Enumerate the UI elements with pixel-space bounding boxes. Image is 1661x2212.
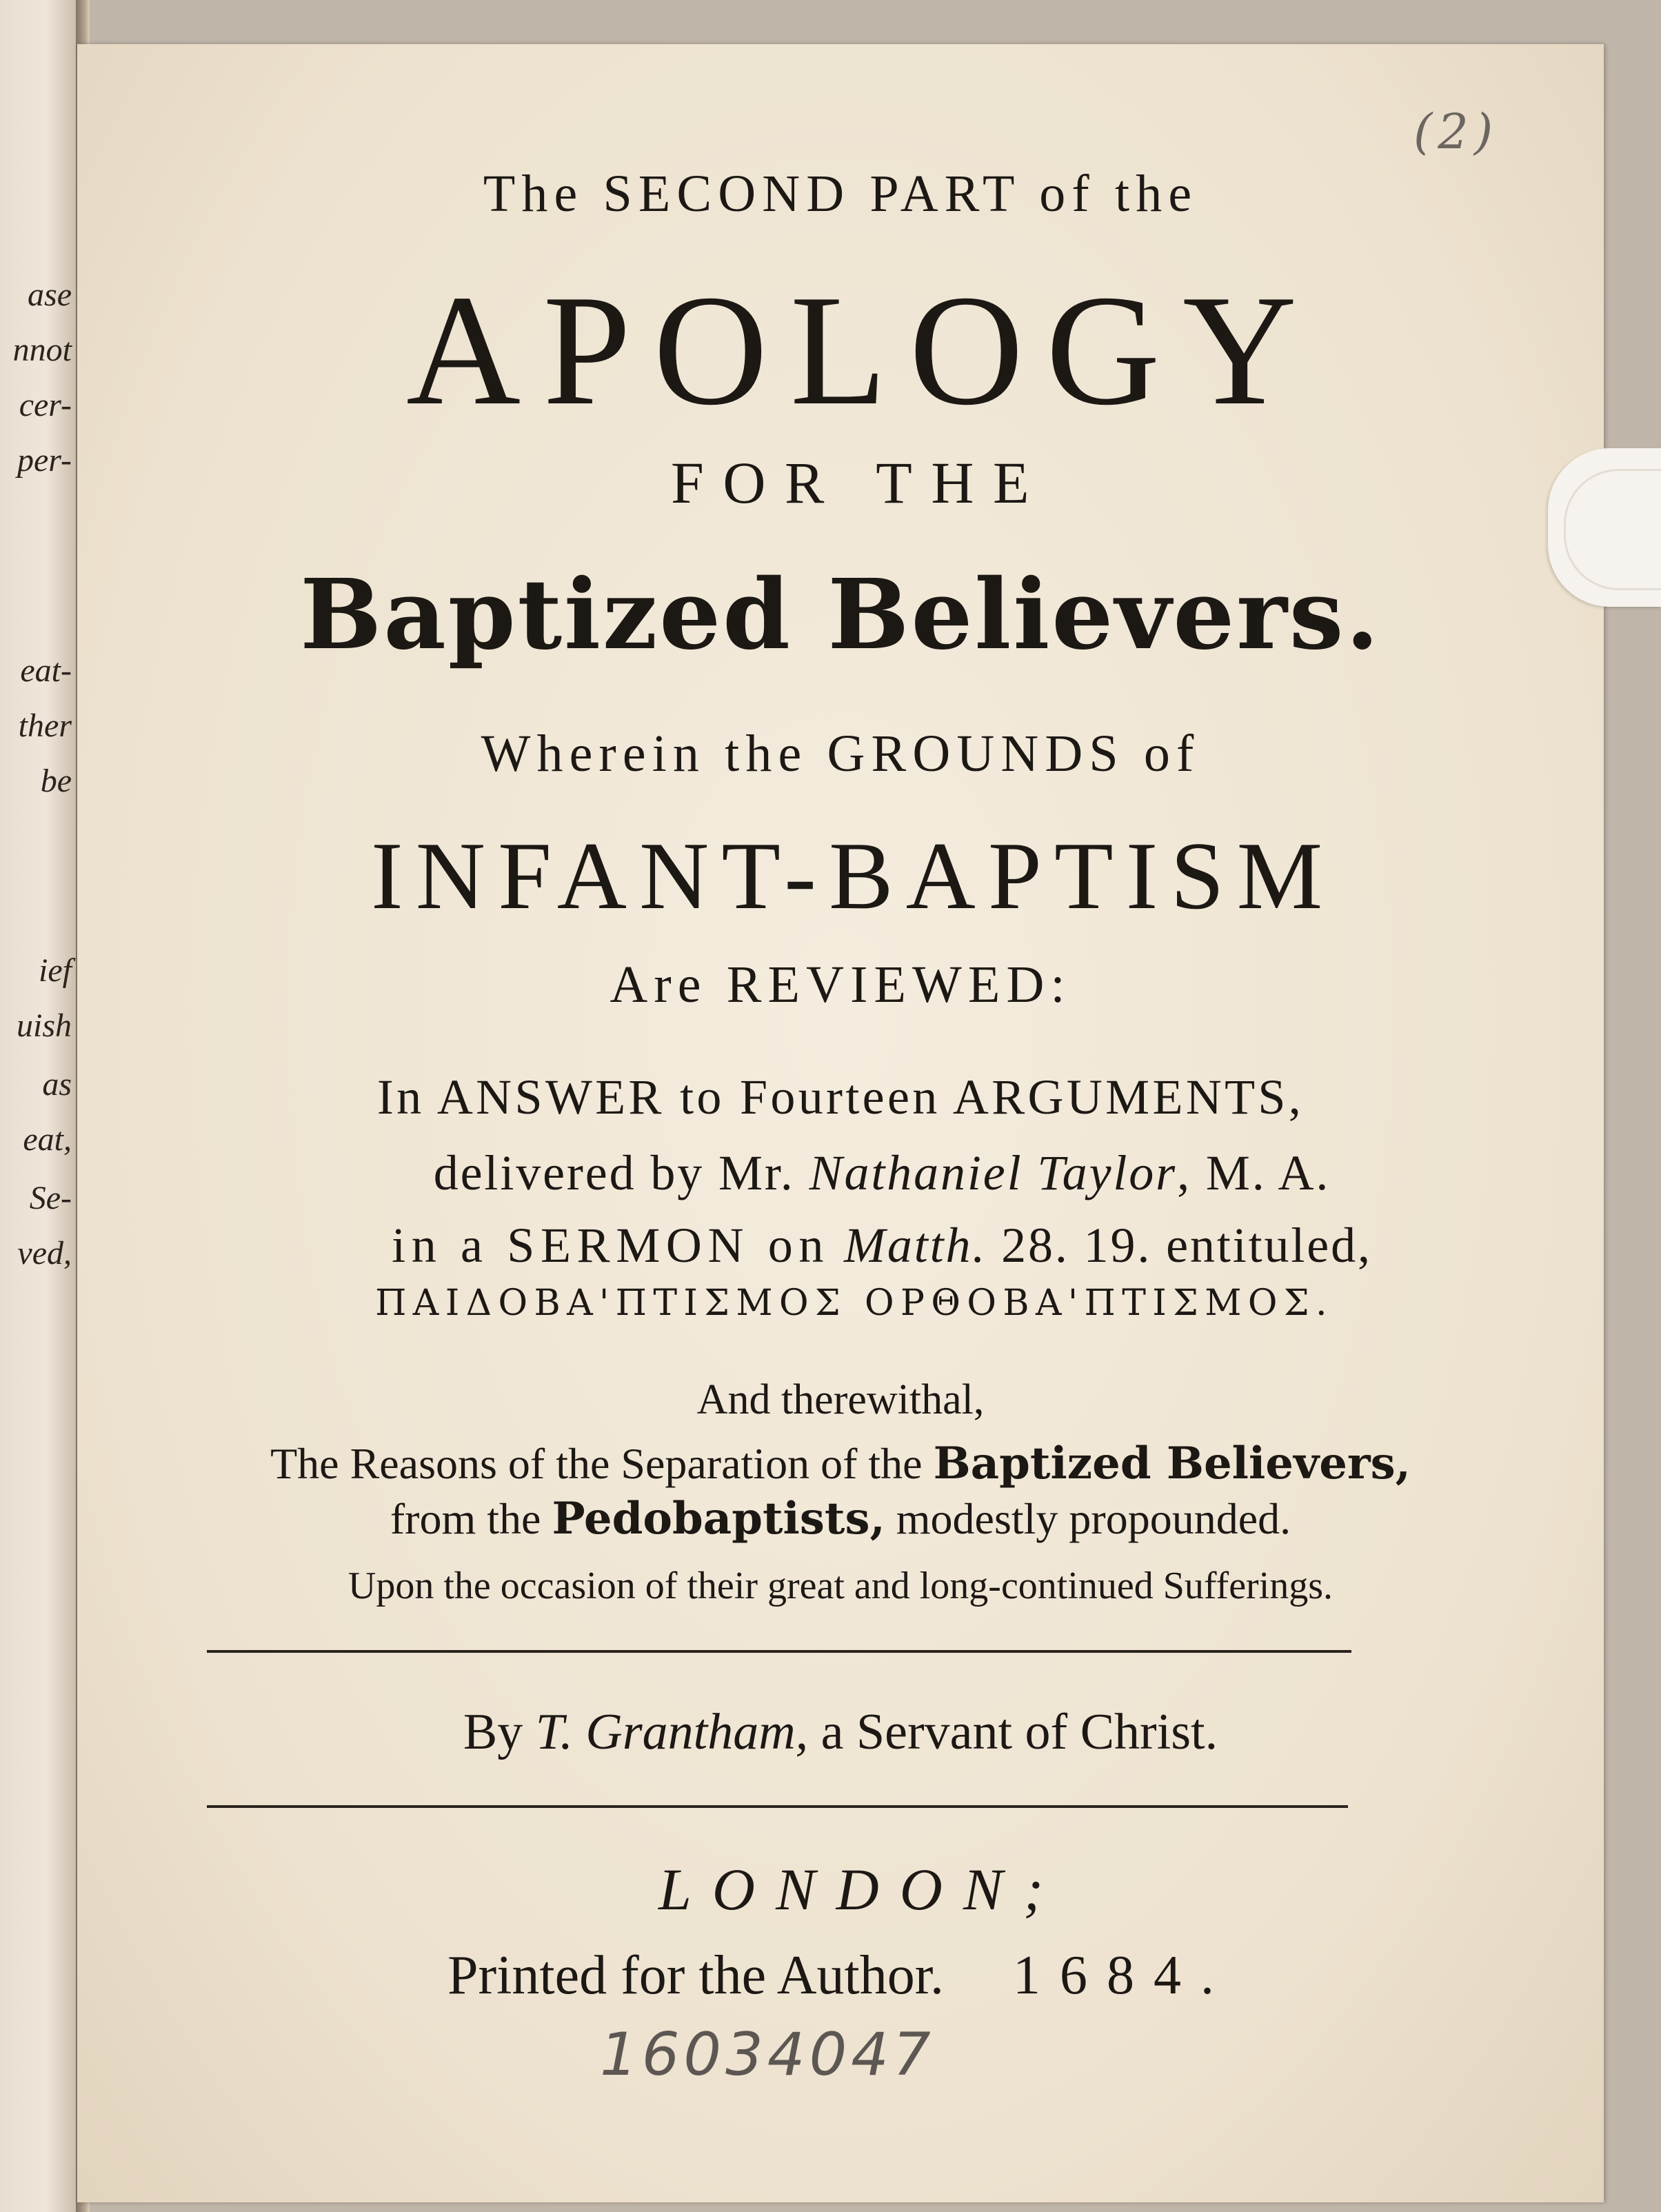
degree-text: , M. A. [1177, 1145, 1331, 1200]
horizontal-rule [207, 1650, 1351, 1653]
title-sermon-line [77, 1217, 1645, 1274]
propounded-text: modestly propounded. [896, 1494, 1291, 1543]
imprint-place: LONDON; [658, 1856, 1065, 1922]
title-infant-baptism: INFANT-BAPTISM [371, 823, 1336, 929]
title-baptized-believers: Baptized Believers. [300, 559, 1381, 672]
servant-text: a Servant of Christ. [821, 1704, 1218, 1760]
facing-page-text: nnot [12, 332, 72, 368]
facing-page-text: ved, [17, 1235, 72, 1271]
title-and-therewithal: And therewithal, [696, 1376, 985, 1423]
facing-page-text: Se- [29, 1180, 72, 1216]
title-delivered-by [77, 1145, 1645, 1202]
title-are-reviewed: Are REVIEWED: [610, 956, 1071, 1014]
facing-page-text: eat, [23, 1121, 72, 1158]
title-apology: APOLOGY [406, 262, 1320, 438]
title-answer-arguments: In ANSWER to Fourteen ARGUMENTS, [376, 1069, 1305, 1125]
facing-page-text: ther [18, 707, 72, 744]
from-the-text: from the [390, 1494, 541, 1543]
author-taylor-name: Nathaniel Taylor [809, 1145, 1178, 1200]
facing-page-text: eat- [20, 652, 72, 689]
facing-page-text: ase [28, 276, 72, 313]
pedobaptists-blackletter: Pedobaptists, [552, 1493, 885, 1545]
imprint-line [77, 1944, 1604, 2007]
facing-page-text: uish [16, 1007, 72, 1044]
delivered-by-text: delivered by Mr. [433, 1145, 795, 1200]
facing-page-text: ief [39, 952, 72, 989]
pencil-folio-mark: (2) [1413, 103, 1499, 160]
title-for-the: FOR THE [670, 450, 1049, 516]
imprint-year: 1684. [1012, 1945, 1234, 2006]
title-reasons-line [77, 1438, 1604, 1489]
title-occasion-line: Upon the occasion of their great and long-continued Sufferings. [348, 1565, 1333, 1607]
author-grantham-name: T. Grantham, [535, 1704, 809, 1760]
facing-page-text: cer- [19, 387, 72, 423]
title-pedobaptists-line [77, 1493, 1604, 1545]
title-line-second-part: The SECOND PART of the [483, 165, 1198, 223]
author-line [77, 1703, 1604, 1762]
baptized-believers-blackletter: Baptized Believers, [933, 1438, 1411, 1489]
facing-page-text: as [42, 1066, 72, 1103]
scripture-ref: Matth. [843, 1218, 987, 1273]
facing-page [0, 0, 78, 2212]
reasons-text: The Reasons of the Separation of the [270, 1439, 923, 1488]
entituled-text: 28. 19. entituled, [1001, 1218, 1372, 1273]
by-text: By [463, 1704, 523, 1760]
facing-page-text: be [40, 763, 72, 799]
horizontal-rule [207, 1805, 1348, 1808]
title-wherein-grounds: Wherein the GROUNDS of [481, 725, 1200, 783]
facing-page-text: per- [17, 442, 72, 479]
printed-for-text: Printed for the Author. [447, 1945, 944, 2006]
title-greek-line: ΠΑΙΔΟΒΑ'ΠΤΙΣΜΟΣ ΟΡΘΟΒΑ'ΠΤΙΣΜΟΣ. [375, 1283, 1333, 1324]
sermon-text: in a SERMON on [392, 1218, 830, 1273]
accession-number: 16034047 [600, 2020, 935, 2089]
